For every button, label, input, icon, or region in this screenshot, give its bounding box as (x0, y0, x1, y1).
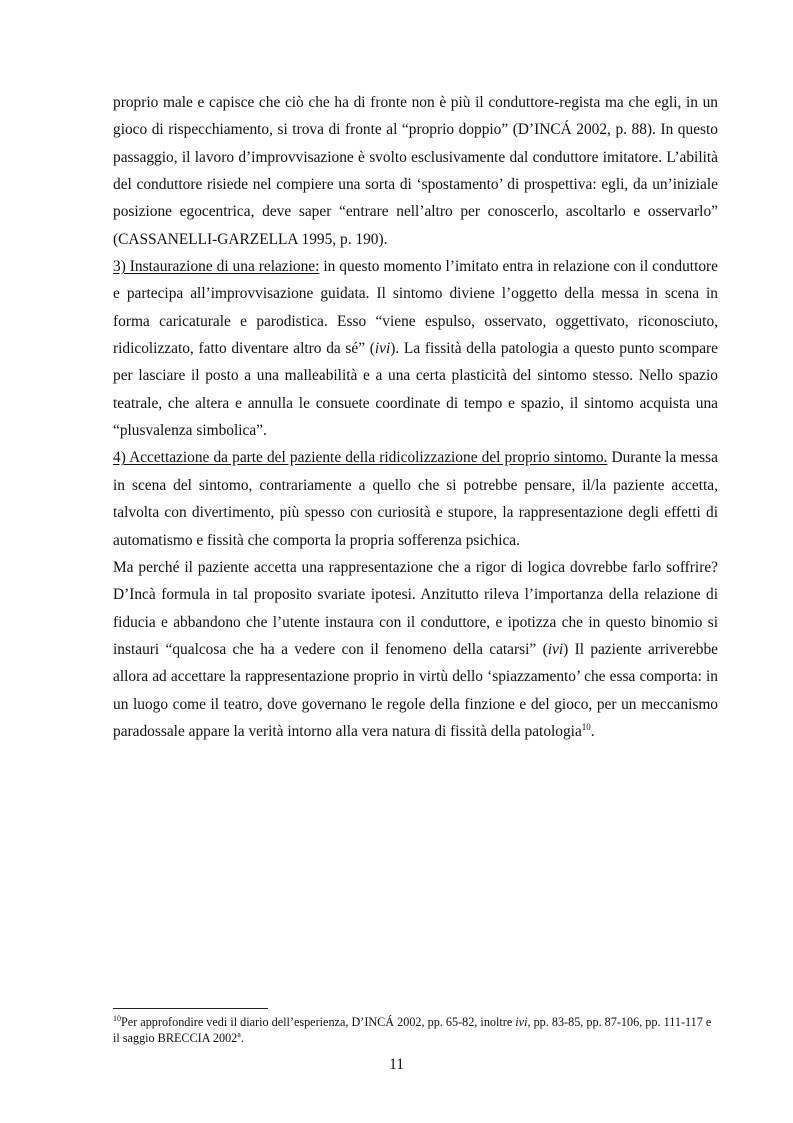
ivi-citation: ivi (374, 340, 391, 358)
paragraph-text: ). La fissità della patologia a questo punto scompare per lasciare il posto a una malleabilità e a una certa plasticità del sintomo stesso. Nello spazio teatrale, che altera e annulla le consuete coordinate di tempo e spazio, il sintomo acquista una “plusvalenza simbolica”. (113, 340, 718, 440)
paragraph-accettazione (113, 444, 718, 553)
ivi-citation: ivi (547, 640, 564, 658)
footnote-reference[interactable]: 10 (581, 721, 591, 732)
footnote-separator (113, 1008, 268, 1009)
footnote-text: . (240, 1030, 244, 1045)
paragraph-conduttore-imitatore: proprio male e capisce che ciò che ha di fronte non è più il conduttore-regista ma che egli, in un gioco di rispecchiamento, si trova di fronte al “proprio doppio” (D’INCÁ 2002, p. 88). In questo passaggio, il lavoro d’improvvisazione è svolto esclusivamente dal conduttore imitatore. L’abilità del conduttore risiede nel compiere una sorta di ‘spostamento’ di prospettiva: egli, da un’iniziale posizione egocentrica, deve saper “entrare nell’altro per conoscerlo, ascoltarlo e osservarlo” (CASSANELLI-GARZELLA 1995, p. 190). (113, 94, 718, 248)
paragraph-text: in questo momento l’imitato entra in relazione con il conduttore e partecipa all’improvvisazione guidata. Il sintomo diviene l’oggetto della messa in scena in forma caricaturale e parodistica. Esso “viene espulso, osservato, oggettivato, riconosciuto, ridicolizzato, fatto diventare altro da sé” ( (113, 258, 718, 358)
section-heading-4: 4) Accettazione da parte del paziente della ridicolizzazione del proprio sintomo. (113, 449, 608, 467)
footnote-superscript: a (237, 1029, 241, 1039)
footnote-number: 10 (113, 1013, 121, 1023)
page-number: 11 (389, 1056, 404, 1073)
paragraph-text: ) Il paziente arriverebbe allora ad accettare la rappresentazione proprio in virtù dello ‘spiazzamento’ che essa comporta: in un luogo come il teatro, dove governano le regole della finzione e del gioco, per un meccanismo paradossale appare la verità intorno alla vera natura di fissità della patologia (113, 640, 719, 740)
paragraph-instaurazione-relazione (113, 253, 718, 444)
paragraph-text: Ma perché il paziente accetta una rappresentazione che a rigor di logica dovrebbe farlo soffrire? D’Incà formula in tal proposito svariate ipotesi. Anzitutto rileva l’importanza della relazione di fiducia e abbandono che l’utente instaura con il conduttore, e ipotizza che in questo binomio si instauri “qualcosa che ha a vedere con il fenomeno della catarsi” ( (113, 558, 718, 658)
ivi-citation: ivi (515, 1015, 528, 1029)
footnote-text: Per approfondire vedi il diario dell’esperienza, D’INCÁ 2002, pp. 65-82, inoltre (121, 1015, 516, 1029)
footnote-10 (113, 1015, 718, 1046)
paragraph-text: Durante la messa in scena del sintomo, contrariamente a quello che si potrebbe pensare, il/la paziente accetta, talvolta con divertimento, più spesso con curiosità e stupore, la rappresentazione degli effetti di automatismo e fissità che comporta la propria sofferenza psichica. (113, 449, 718, 549)
footnote-text: , pp. 83-85, pp. 87-106, pp. 111-117 e il saggio BRECCIA 2002 (113, 1015, 712, 1045)
section-heading-3: 3) Instaurazione di una relazione: (113, 258, 320, 276)
paragraph-text: . (590, 722, 595, 740)
main-text (113, 89, 718, 745)
paragraph-ipotesi-dinca (113, 554, 718, 745)
